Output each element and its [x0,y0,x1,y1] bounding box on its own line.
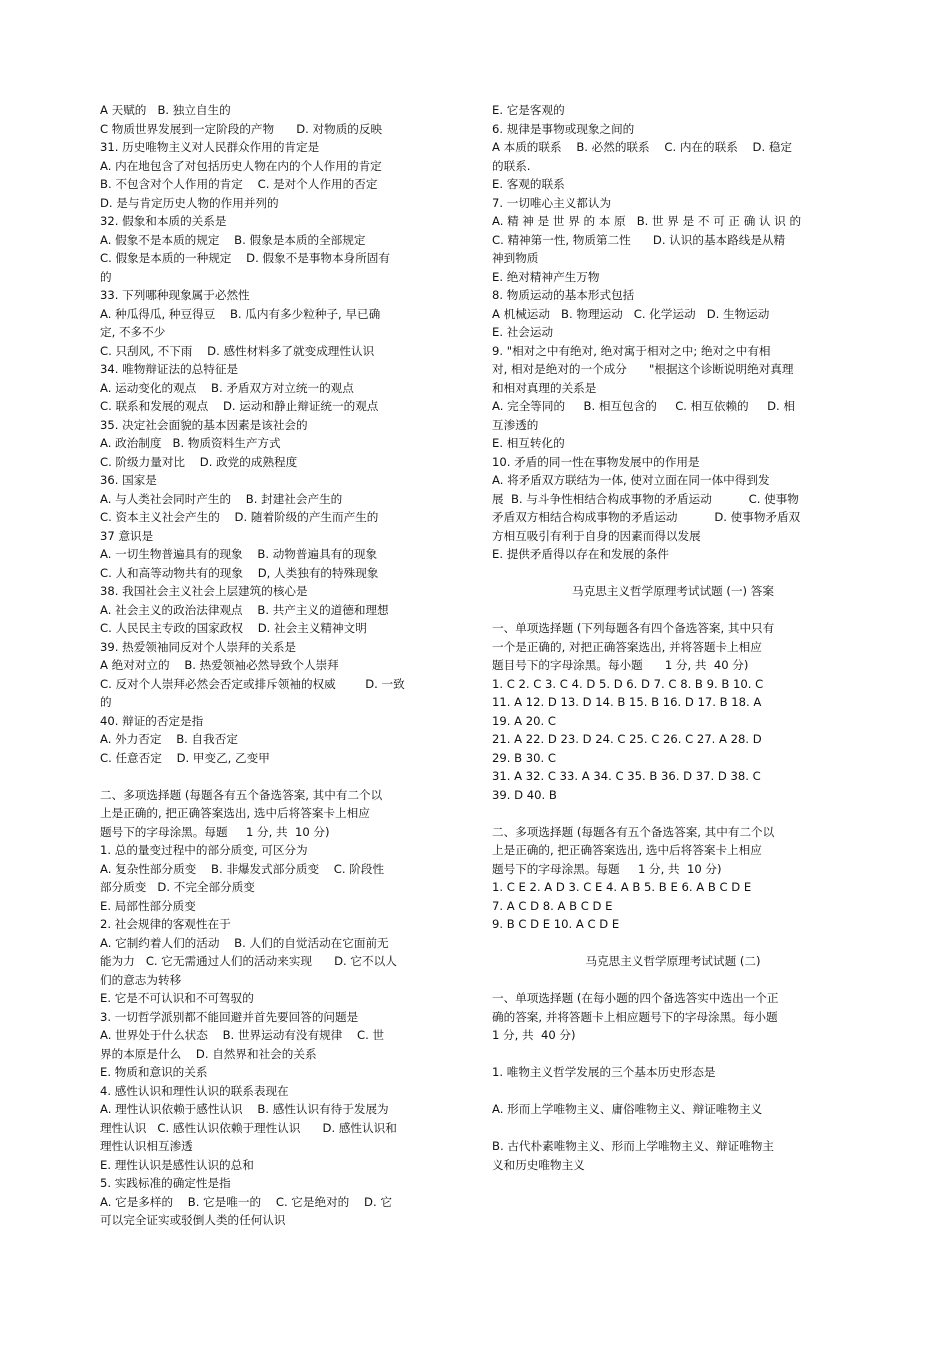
blank-line [492,971,854,990]
blank-line [492,804,854,823]
text-line: 定, 不多不少 [100,325,166,339]
text-line: C. 精神第一性, 物质第二性 D. 认识的基本路线是从精 [492,232,786,247]
text-line: 神到物质 [492,251,539,265]
left-column [100,101,462,1230]
text-line: 1. 唯物主义哲学发展的三个基本历史形态是 [492,1065,716,1079]
text-line: A. 种瓜得瓜, 种豆得豆 B. 瓜内有多少粒种子, 早已确 [100,306,381,321]
text-line: C. 反对个人崇拜必然会否定或排斥领袖的权威 D. 一致 [100,676,405,691]
text-line: A. 一切生物普遍具有的现象 B. 动物普遍具有的现象 [100,547,378,561]
text-line: 31. A 32. C 33. A 34. C 35. B 36. D 37. D 38. C [492,769,761,783]
text-line: 义和历史唯物主义 [492,1157,585,1172]
blank-line [492,601,854,620]
text-line: C. 人和高等动物共有的现象 D, 人类独有的特殊现象 [100,565,379,580]
text-line: A. 社会主义的政治法律观点 B. 共产主义的道德和理想 [100,602,389,617]
text-line: A. 将矛盾双方联结为一体, 使对立面在同一体中得到发 [492,473,770,487]
text-line: A. 它是多样的 B. 它是唯一的 C. 它是绝对的 D. 它 [100,1194,392,1209]
text-line: A 绝对对立的 B. 热爱领袖必然导致个人崇拜 [100,658,339,672]
text-line: C. 只刮风, 不下雨 D. 感性材料多了就变成理性认识 [100,343,375,358]
text-line: C. 阶级力量对比 D. 政党的成熟程度 [100,454,298,469]
text-line: C. 联系和发展的观点 D. 运动和静止辩证统一的观点 [100,399,379,413]
text-line: C. 资本主义社会产生的 D. 随着阶级的产生而产生的 [100,510,379,524]
text-line: C. 人民民主专政的国家政权 D. 社会主义精神文明 [100,621,367,635]
text-line: 二、多项选择题 (每题各有五个备选答案, 其中有二个以 [100,787,383,802]
text-line: 一个是正确的, 对把正确答案选出, 并将答题卡上相应 [492,639,762,654]
text-line: A. 假象不是本质的规定 B. 假象是本质的全部规定 [100,232,366,247]
text-line: A. 内在地包含了对包括历史人物在内的个人作用的肯定 [100,158,382,173]
text-line: 确的答案, 并将答题卡上相应题号下的字母涂黑。每小题 [492,1009,778,1024]
text-line: 题号下的字母涂黑。每题 1 分, 共 10 分) [100,824,330,839]
text-line: 7. A C D 8. A B C D E [492,898,613,913]
text-line: A 机械运动 B. 物理运动 C. 化学运动 D. 生物运动 [492,306,770,321]
text-line: 34. 唯物辩证法的总特征是 [100,362,239,376]
text-line: E. 它是不可认识和不可驾驭的 [100,991,254,1005]
section-heading: 马克思主义哲学原理考试试题 (一) 答案 [572,584,774,598]
text-line: A. 政治制度 B. 物质资料生产方式 [100,436,281,450]
text-line: 题号下的字母涂黑。每题 1 分, 共 10 分) [492,861,722,876]
text-line: A. 复杂性部分质变 B. 非爆发式部分质变 C. 阶段性 [100,861,385,876]
text-line: 37 意识是 [100,528,154,543]
blank-line [492,1082,854,1101]
text-line: C. 假象是本质的一种规定 D. 假象不是事物本身所固有 [100,251,390,265]
text-line: 36. 国家是 [100,473,157,487]
blank-line [100,767,462,786]
text-line: 题目号下的字母涂黑。每小题 1 分, 共 40 分) [492,658,749,672]
right-column [492,101,854,1174]
text-line: E. 社会运动 [492,325,554,339]
text-line: 的联系. [492,158,531,173]
text-line: A. 完全等同的 B. 相互包含的 C. 相互依赖的 D. 相 [492,399,795,413]
text-line: E. 物质和意识的关系 [100,1065,208,1079]
section-heading: 马克思主义哲学原理考试试题 (二) [585,954,761,968]
text-line: 9. B C D E 10. A C D E [492,917,620,931]
text-line: 上是正确的, 把正确答案选出, 选中后将答案卡上相应 [100,806,370,820]
text-line: 理性认识相互渗透 [100,1139,193,1153]
text-line: A. 理性认识依赖于感性认识 B. 感性认识有待于发展为 [100,1102,389,1116]
text-line: E. 相互转化的 [492,436,565,450]
text-line: 8. 物质运动的基本形式包括 [492,288,635,302]
text-line: 6. 规律是事物或现象之间的 [492,121,635,136]
text-line: 展 B. 与斗争性相结合构成事物的矛盾运动 C. 使事物 [492,491,799,506]
text-line: D. 是与肯定历史人物的作用并列的 [100,195,279,210]
text-line: B. 古代朴素唯物主义、形而上学唯物主义、辩证唯物主 [492,1139,774,1153]
text-line: E. 客观的联系 [492,177,565,191]
text-line: 一、单项选择题 (在每小题的四个备选答实中选出一个正 [492,991,779,1005]
text-line: A. 精 神 是 世 界 的 本 原 B. 世 界 是 不 可 正 确 认 识 的 [492,214,802,228]
text-line: A. 运动变化的观点 B. 矛盾双方对立统一的观点 [100,380,354,395]
text-line: 7. 一切唯心主义都认为 [492,195,612,210]
text-line: 方相互吸引有利于自身的因素而得以发展 [492,528,701,543]
blank-line [492,564,854,583]
text-line: 31. 历史唯物主义对人民群众作用的肯定是 [100,140,320,154]
text-line: C. 任意否定 D. 甲变乙, 乙变甲 [100,750,270,765]
text-line: 29. B 30. C [492,750,556,765]
blank-line [492,1045,854,1064]
text-line: 对, 相对是绝对的一个成分 "根据这个诊断说明绝对真理 [492,362,794,376]
text-line: 们的意志为转移 [100,972,182,987]
text-line: 理性认识 C. 感性认识依赖于理性认识 D. 感性认识和 [100,1120,397,1135]
text-line: 21. A 22. D 23. D 24. C 25. C 26. C 27. A 28. D [492,732,762,746]
text-line: 32. 假象和本质的关系是 [100,214,227,228]
text-line: A. 世界处于什么状态 B. 世界运动有没有规律 C. 世 [100,1028,385,1042]
text-line: E. 提供矛盾得以存在和发展的条件 [492,547,670,561]
text-line: E. 局部性部分质变 [100,898,196,913]
text-line: A. 形而上学唯物主义、庸俗唯物主义、辩证唯物主义 [492,1102,763,1116]
text-line: 5. 实践标准的确定性是指 [100,1176,231,1190]
text-line: 39. D 40. B [492,787,557,802]
text-line: 38. 我国社会主义社会上层建筑的核心是 [100,584,308,598]
text-line: 上是正确的, 把正确答案选出, 选中后将答案卡上相应 [492,843,762,857]
text-line: 4. 感性认识和理性认识的联系表现在 [100,1083,289,1098]
text-line: 二、多项选择题 (每题各有五个备选答案, 其中有二个以 [492,824,775,839]
text-line: 1. C 2. C 3. C 4. D 5. D 6. D 7. C 8. B 9. B 10. C [492,676,764,691]
text-line: 1 分, 共 40 分) [492,1028,576,1042]
text-line: 部分质变 D. 不完全部分质变 [100,880,255,894]
text-line: 的 [100,269,112,284]
text-line: A. 它制约着人们的活动 B. 人们的自觉活动在它面前无 [100,935,389,950]
text-line: 一、单项选择题 (下列每题各有四个备选答案, 其中只有 [492,621,775,635]
text-line: 的 [100,695,112,709]
text-line: 可以完全证实或驳倒人类的任何认识 [100,1213,286,1227]
text-line: 能为力 C. 它无需通过人们的活动来实现 D. 它不以人 [100,954,397,968]
text-line: A 本质的联系 B. 必然的联系 C. 内在的联系 D. 稳定 [492,140,793,154]
text-line: A 天赋的 B. 独立自生的 [100,103,231,117]
text-line: 1. 总的量变过程中的部分质变, 可区分为 [100,843,308,857]
text-line: E. 绝对精神产生万物 [492,269,600,284]
text-line: 9. "相对之中有绝对, 绝对寓于相对之中; 绝对之中有相 [492,343,771,358]
text-line: 和相对真理的关系是 [492,380,597,395]
blank-line [492,1119,854,1138]
text-line: 互渗透的 [492,417,539,432]
text-line: A. 外力否定 B. 自我否定 [100,732,238,746]
text-line: 19. A 20. C [492,713,556,728]
text-line: B. 不包含对个人作用的肯定 C. 是对个人作用的否定 [100,177,378,191]
text-line: 11. A 12. D 13. D 14. B 15. B 16. D 17. B 18. A [492,695,762,709]
text-line: 1. C E 2. A D 3. C E 4. A B 5. B E 6. A B C D E [492,880,752,894]
text-line: 2. 社会规律的客观性在于 [100,917,231,931]
text-line: 40. 辩证的否定是指 [100,713,204,728]
text-line: E. 它是客观的 [492,103,565,117]
text-line: C 物质世界发展到一定阶段的产物 D. 对物质的反映 [100,121,383,136]
text-line: 3. 一切哲学派别都不能回避并首先要回答的问题是 [100,1009,359,1024]
text-line: A. 与人类社会同时产生的 B. 封建社会产生的 [100,491,343,506]
blank-line [492,934,854,953]
text-line: 39. 热爱领袖同反对个人崇拜的关系是 [100,639,297,654]
text-line: 35. 决定社会面貌的基本因素是该社会的 [100,417,308,432]
text-line: E. 理性认识是感性认识的总和 [100,1157,254,1172]
text-line: 33. 下列哪种现象属于必然性 [100,288,250,302]
text-line: 10. 矛盾的同一性在事物发展中的作用是 [492,454,700,469]
text-line: 矛盾双方相结合构成事物的矛盾运动 D. 使事物矛盾双 [492,510,801,524]
text-line: 界的本原是什么 D. 自然界和社会的关系 [100,1046,317,1061]
